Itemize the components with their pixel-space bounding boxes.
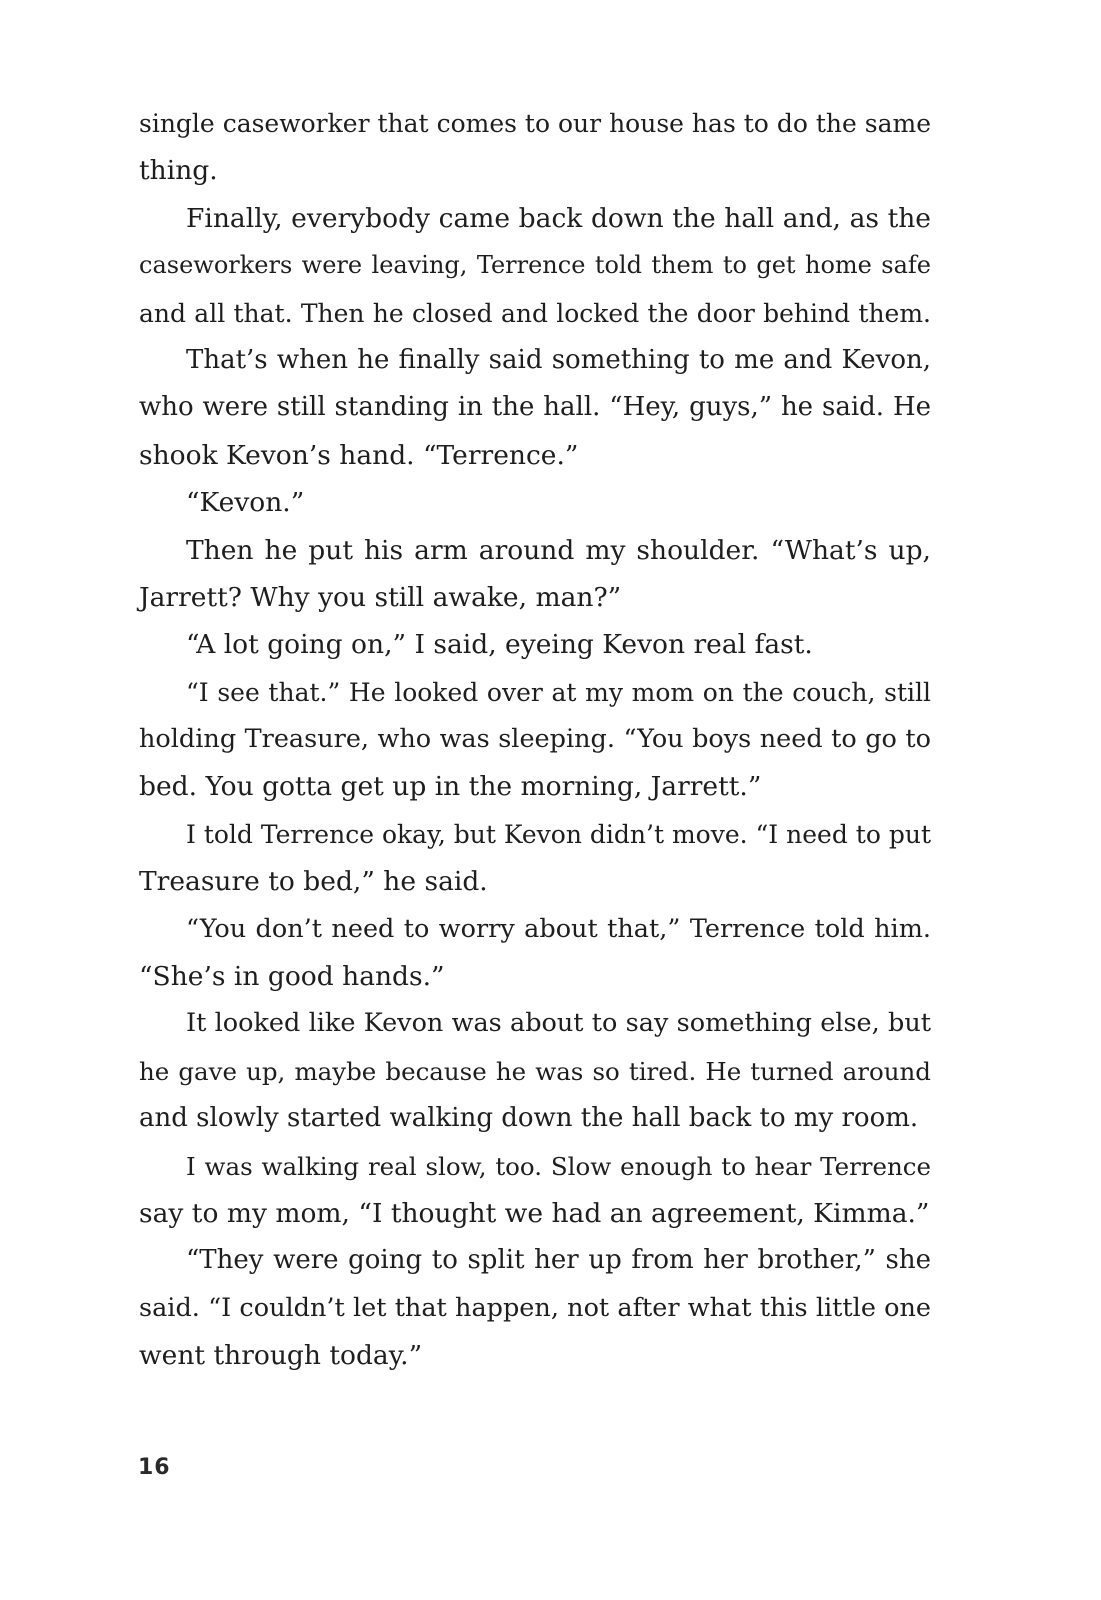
text-line: “They were going to split her up from her brother,” she — [186, 1245, 931, 1276]
text-line: say to my mom, “I thought we had an agreement, Kimma.” — [139, 1197, 930, 1229]
text-line: Treasure to bed,” he said. — [139, 866, 488, 898]
text-line: It looked like Kevon was about to say something else, but — [186, 1008, 931, 1039]
text-line: caseworkers were leaving, Terrence told them to get home safe — [139, 251, 931, 280]
text-line: and slowly started walking down the hall back to my room. — [139, 1103, 919, 1134]
text-line: went through today.” — [139, 1340, 423, 1372]
text-line: he gave up, maybe because he was so tired. He turned around — [139, 1056, 931, 1086]
text-line: who were still standing in the hall. “Hey, guys,” he said. He — [139, 392, 931, 423]
text-line: shook Kevon’s hand. “Terrence.” — [139, 439, 579, 471]
text-line: Jarrett? Why you still awake, man?” — [139, 581, 622, 613]
text-line: I was walking real slow, too. Slow enough to hear Terrence — [186, 1151, 931, 1181]
text-line: thing. — [139, 155, 218, 187]
text-line: Finally, everybody came back down the hall and, as the — [186, 202, 931, 234]
text-line: and all that. Then he closed and locked the door behind them. — [139, 298, 931, 328]
text-line: That’s when he finally said something to me and Kevon, — [186, 344, 931, 375]
text-line: “She’s in good hands.” — [139, 961, 445, 993]
text-line: bed. You gotta get up in the morning, Jarrett.” — [139, 771, 762, 803]
text-line: holding Treasure, who was sleeping. “You boys need to go to — [139, 724, 931, 755]
text-line: I told Terrence okay, but Kevon didn’t move. “I need to put — [186, 819, 931, 849]
text-line: single caseworker that comes to our house has to do the same — [139, 109, 931, 138]
page-number: 16 — [138, 1455, 171, 1480]
text-line: “Kevon.” — [186, 487, 305, 519]
text-line: “I see that.” He looked over at my mom on the couch, still — [186, 677, 931, 707]
body-text — [139, 100, 931, 1380]
text-line: said. “I couldn’t let that happen, not after what this little one — [139, 1292, 931, 1323]
text-line: “A lot going on,” I said, eyeing Kevon real fast. — [186, 629, 813, 661]
text-line: “You don’t need to worry about that,” Terrence told him. — [186, 913, 931, 944]
text-line: Then he put his arm around my shoulder. “What’s up, — [186, 534, 931, 566]
